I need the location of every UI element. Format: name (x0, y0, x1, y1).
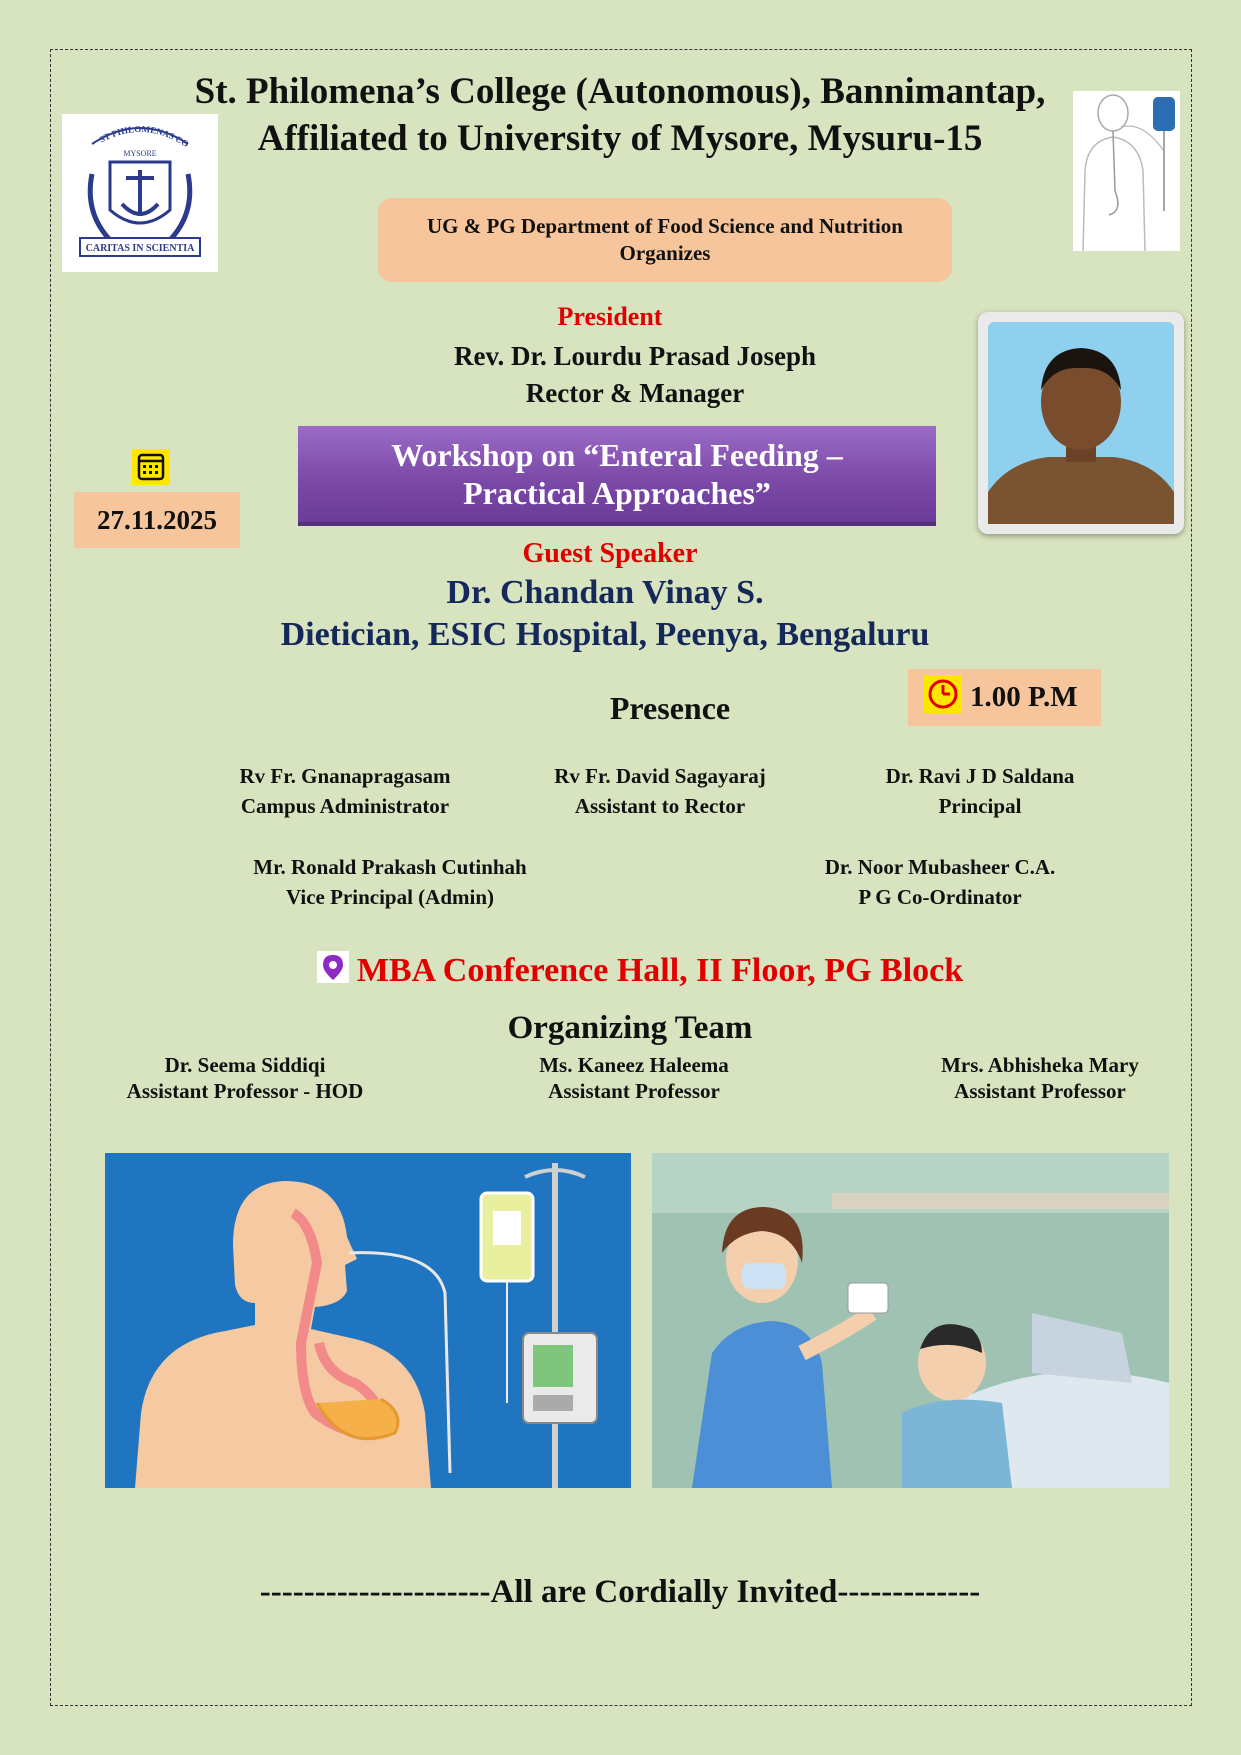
presence-name: Mr. Ronald Prakash Cutinhah (253, 855, 527, 879)
event-date: 27.11.2025 (74, 492, 240, 548)
member-role: Assistant Professor (954, 1079, 1126, 1103)
workshop-title-line2: Practical Approaches” (463, 475, 771, 511)
workshop-title-line1: Workshop on “Enteral Feeding – (391, 437, 843, 473)
workshop-title-banner (298, 426, 936, 526)
presence-role: Vice Principal (Admin) (285, 885, 495, 909)
member-name: Dr. Seema Siddiqi (164, 1053, 326, 1077)
event-time-box (908, 669, 1101, 726)
svg-text:ST PHILOMENAS COLLEGE (62, 114, 191, 149)
presence-title: Presence (609, 690, 731, 726)
guest-speaker-block (240, 572, 970, 656)
presence-role: P G Co-Ordinator (858, 885, 1022, 909)
president-block (320, 338, 950, 412)
organizes-text: Organizes (619, 241, 711, 265)
presence-role: Principal (938, 794, 1022, 818)
event-time: 1.00 P.M (970, 681, 1078, 713)
presence-name: Dr. Noor Mubasheer C.A. (824, 855, 1056, 879)
president-label: President (557, 302, 663, 331)
department-name: UG & PG Department of Food Science and Nutrition (427, 214, 903, 238)
organizing-member (95, 1052, 395, 1104)
presence-name: Dr. Ravi J D Saldana (885, 764, 1075, 788)
college-logo (62, 114, 218, 272)
presence-person (790, 852, 1090, 912)
presence-person (195, 761, 495, 821)
presence-name: Rv Fr. David Sagayaraj (554, 764, 766, 788)
presence-role: Assistant to Rector (574, 794, 746, 818)
member-name: Mrs. Abhisheka Mary (941, 1053, 1139, 1077)
cordial-invitation: ---------------------All are Cordially Invited------------- (259, 1574, 981, 1610)
organizing-member (890, 1052, 1190, 1104)
venue-line (300, 949, 980, 993)
digestive-illustration (1073, 91, 1180, 251)
calendar-icon (132, 449, 170, 485)
member-name: Ms. Kaneez Haleema (539, 1053, 729, 1077)
organizing-team-title: Organizing Team (507, 1010, 753, 1046)
venue-text: MBA Conference Hall, II Floor, PG Block (356, 952, 964, 989)
president-name: Rev. Dr. Lourdu Prasad Joseph (453, 341, 817, 371)
department-box (378, 198, 952, 282)
college-header (150, 68, 1090, 162)
guest-speaker-designation: Dietician, ESIC Hospital, Peenya, Bengaluru (280, 616, 930, 653)
president-role: Rector & Manager (525, 378, 745, 408)
logo-mysore-text: MYSORE (123, 149, 157, 158)
guest-speaker-label: Guest Speaker (522, 538, 698, 569)
presence-person (830, 761, 1130, 821)
member-role: Assistant Professor (548, 1079, 720, 1103)
presence-role: Campus Administrator (240, 794, 450, 818)
college-affiliation: Affiliated to University of Mysore, Mysuru-15 (257, 118, 983, 159)
presence-name: Rv Fr. Gnanapragasam (239, 764, 451, 788)
clock-icon (924, 675, 962, 721)
presence-person (510, 761, 810, 821)
member-role: Assistant Professor - HOD (126, 1079, 364, 1103)
organizing-member (484, 1052, 784, 1104)
location-pin-icon (317, 951, 349, 992)
presence-person (220, 852, 560, 912)
nurse-feeding-patient-illustration (652, 1153, 1169, 1488)
guest-speaker-name: Dr. Chandan Vinay S. (446, 574, 764, 611)
logo-text: ST PHILOMENAS CO (97, 123, 191, 150)
logo-motto: CARITAS IN SCIENTIA (85, 243, 195, 254)
enteral-feeding-anatomy-illustration (105, 1153, 631, 1488)
speaker-photo (978, 312, 1184, 534)
college-name: St. Philomena’s College (Autonomous), Bannimantap, (194, 71, 1046, 112)
